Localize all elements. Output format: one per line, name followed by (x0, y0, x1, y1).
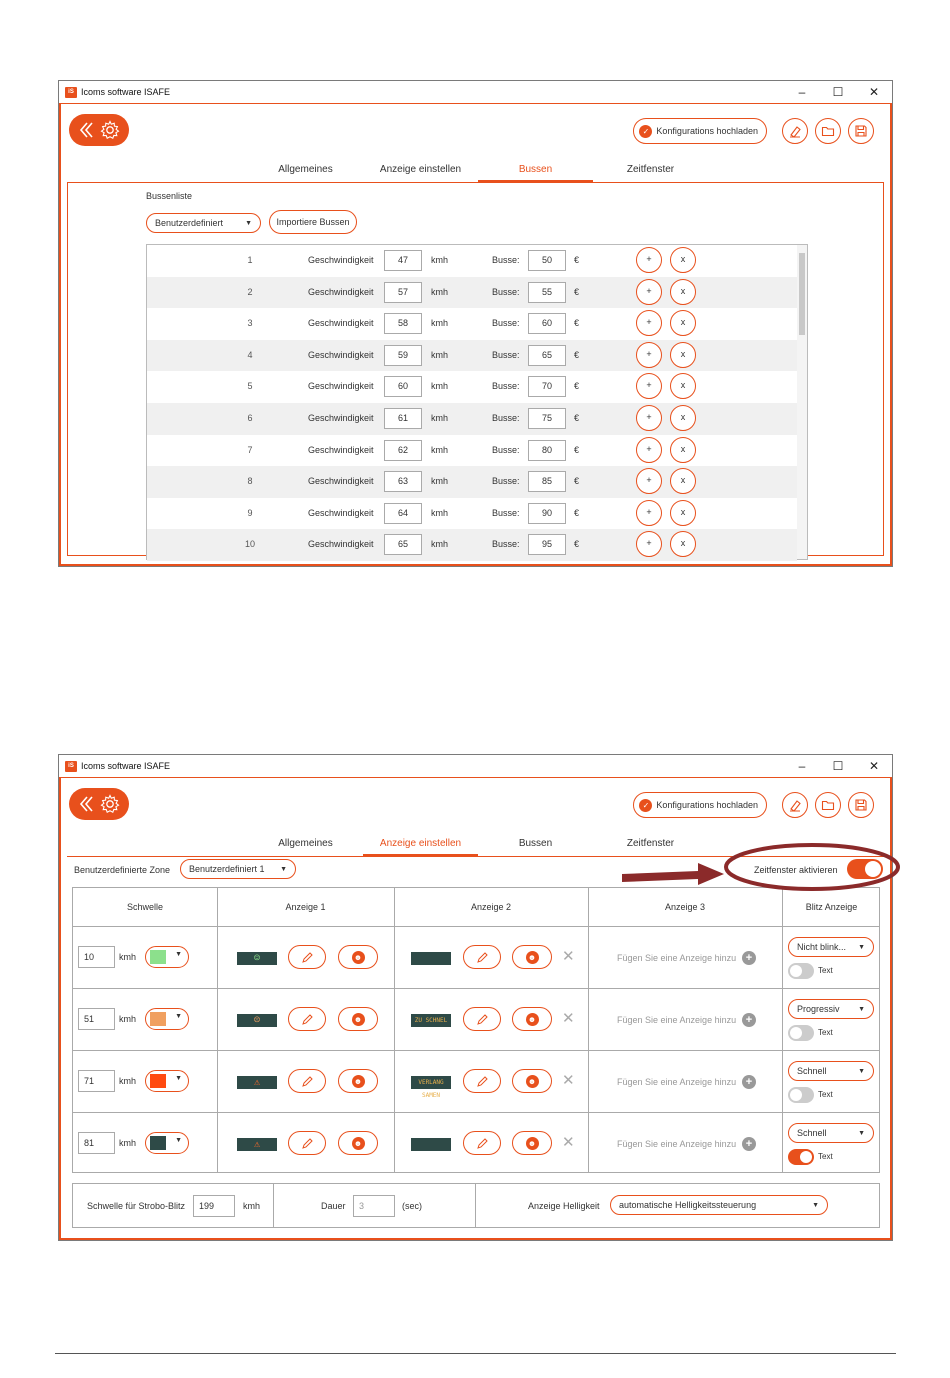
speed-input[interactable]: 57 (384, 282, 422, 303)
row-number: 1 (247, 255, 253, 265)
flash-mode-value: Progressiv (797, 1004, 840, 1014)
edit-display-2-button[interactable] (463, 1069, 501, 1093)
back-chevron-icon (78, 795, 94, 813)
tab-anzeige-einstellen[interactable]: Anzeige einstellen (379, 164, 462, 175)
chevron-down-icon: ▼ (812, 1201, 819, 1209)
add-row-button[interactable]: + (636, 500, 662, 526)
currency-label: € (574, 413, 580, 423)
speed-label: Geschwindigkeit (308, 349, 374, 360)
speed-unit: kmh (431, 539, 449, 550)
bussen-preset-value: Benutzerdefiniert (155, 218, 224, 228)
chevron-down-icon: ▼ (175, 1013, 182, 1020)
fine-label: Busse: (492, 507, 520, 518)
remove-display-icon[interactable]: ✕ (562, 1072, 575, 1089)
display-1-preview: ⚠ (237, 1138, 277, 1151)
brightness-dropdown[interactable] (610, 1195, 828, 1215)
remove-row-button[interactable]: x (670, 279, 696, 305)
smiley-icon: ☻ (526, 1013, 539, 1026)
window-title: Icoms software ISAFE (81, 761, 171, 771)
toggle-knob (800, 1151, 812, 1163)
speed-unit: kmh (431, 444, 449, 455)
window-title: Icoms software ISAFE (81, 87, 171, 97)
bussen-list[interactable] (146, 244, 808, 560)
fine-label: Busse: (492, 349, 520, 360)
upload-config-button[interactable] (633, 118, 767, 144)
annotation-ellipse (726, 845, 898, 889)
header-schwelle: Schwelle (126, 902, 164, 912)
flash-mode-dropdown[interactable] (788, 937, 874, 957)
flash-mode-value: Schnell (797, 1128, 827, 1138)
tab-allgemeines[interactable]: Allgemeines (278, 164, 333, 175)
row-number: 10 (245, 539, 256, 550)
face-display-1-dropdown[interactable] (338, 1131, 378, 1155)
window-bussen (58, 80, 893, 567)
duration-label: Dauer (321, 1201, 346, 1211)
open-folder-button[interactable] (815, 792, 841, 818)
minimize-button[interactable]: – (798, 759, 806, 773)
edit-display-1-button[interactable] (288, 945, 326, 969)
text-toggle[interactable] (788, 1087, 814, 1103)
display-2-preview (411, 1138, 451, 1151)
currency-label: € (574, 349, 580, 360)
threshold-input[interactable]: 71 (78, 1070, 115, 1092)
remove-row-button[interactable]: x (670, 468, 696, 494)
scrollbar-thumb[interactable] (799, 253, 805, 335)
row-number: 7 (247, 444, 253, 455)
speed-label: Geschwindigkeit (308, 413, 374, 423)
face-display-1-dropdown[interactable] (338, 1069, 378, 1093)
fine-label: Busse: (492, 476, 520, 487)
speed-unit: kmh (431, 476, 449, 487)
color-swatch (150, 1074, 166, 1088)
speed-unit: kmh (431, 255, 449, 265)
header-anzeige-2: Anzeige 2 (470, 902, 512, 912)
fine-input[interactable]: 65 (528, 345, 566, 366)
fine-label: Busse: (492, 381, 520, 392)
face-display-2-dropdown[interactable] (512, 945, 552, 969)
flash-mode-dropdown[interactable] (788, 1061, 874, 1081)
flash-mode-value: Schnell (797, 1066, 827, 1076)
pencil-icon (476, 1137, 489, 1150)
smiley-icon: ☻ (352, 951, 365, 964)
upload-config-label: Konfigurations hochladen (656, 800, 758, 810)
chevron-down-icon: ▼ (280, 865, 287, 873)
smiley-icon: ☻ (352, 1137, 365, 1150)
annotation-highlight (620, 838, 905, 896)
fine-label: Busse: (492, 286, 520, 297)
speed-unit: kmh (431, 318, 449, 329)
add-row-button[interactable]: + (636, 531, 662, 557)
face-display-2-dropdown[interactable] (512, 1007, 552, 1031)
chevron-down-icon: ▼ (175, 951, 182, 958)
header-blitz-anzeige: Blitz Anzeige (805, 902, 858, 912)
fine-label: Busse: (492, 539, 520, 550)
smiley-icon: ☻ (526, 951, 539, 964)
remove-row-button[interactable]: x (670, 437, 696, 463)
add-display-icon[interactable]: + (742, 1013, 756, 1027)
table-row (73, 926, 879, 988)
fine-label: Busse: (492, 444, 520, 455)
speed-input[interactable]: 60 (384, 376, 422, 397)
table-row (147, 308, 797, 340)
display-1-preview: ☺ (237, 952, 277, 965)
display-1-preview: ☹ (237, 1014, 277, 1027)
pencil-icon (301, 1013, 314, 1026)
edit-display-2-button[interactable] (463, 1131, 501, 1155)
fine-label: Busse: (492, 413, 520, 423)
smiley-icon: ☻ (352, 1075, 365, 1088)
upload-config-label: Konfigurations hochladen (656, 126, 758, 136)
tab-zeitfenster[interactable]: Zeitfenster (626, 838, 675, 849)
edit-display-1-button[interactable] (288, 1069, 326, 1093)
face-display-2-dropdown[interactable] (512, 1069, 552, 1093)
speed-input[interactable]: 59 (384, 345, 422, 366)
app-logo: iS (65, 761, 77, 772)
speed-label: Geschwindigkeit (308, 539, 374, 550)
edit-display-2-button[interactable] (463, 1007, 501, 1031)
header-anzeige-3: Anzeige 3 (664, 902, 706, 912)
display-1-preview: ⚠ (237, 1076, 277, 1089)
face-display-1-dropdown[interactable] (338, 945, 378, 969)
speed-unit: kmh (431, 349, 449, 360)
speed-unit: kmh (431, 381, 449, 392)
fine-input[interactable]: 95 (528, 534, 566, 555)
upload-config-button[interactable] (633, 792, 767, 818)
remove-row-button[interactable]: x (670, 342, 696, 368)
row-number: 4 (247, 349, 253, 360)
brightness-value: automatische Helligkeitssteuerung (619, 1200, 757, 1210)
tab-zeitfenster[interactable]: Zeitfenster (626, 164, 675, 175)
text-toggle-label: Text (818, 966, 833, 975)
color-swatch (150, 1136, 166, 1150)
speed-label: Geschwindigkeit (308, 507, 374, 518)
speed-label: Geschwindigkeit (308, 286, 374, 297)
smiley-icon: ☻ (526, 1075, 539, 1088)
currency-label: € (574, 507, 580, 518)
fine-input[interactable]: 70 (528, 376, 566, 397)
add-display-label: Fügen Sie eine Anzeige hinzu (617, 1077, 737, 1087)
header-anzeige-1: Anzeige 1 (285, 902, 326, 912)
speed-input[interactable]: 63 (384, 471, 422, 492)
add-row-button[interactable]: + (636, 405, 662, 431)
tab-bussen[interactable]: Bussen (518, 838, 553, 849)
remove-display-icon[interactable]: ✕ (562, 1010, 575, 1027)
anzeige-panel (67, 856, 884, 1230)
pencil-icon (301, 1075, 314, 1088)
add-display-icon[interactable]: + (742, 1075, 756, 1089)
fine-input[interactable]: 60 (528, 313, 566, 334)
text-toggle[interactable] (788, 1149, 814, 1165)
edit-display-1-button[interactable] (288, 1007, 326, 1031)
table-row (147, 277, 797, 309)
duration-unit: (sec) (402, 1201, 422, 1211)
speed-unit: kmh (431, 507, 449, 518)
table-row (147, 371, 797, 403)
tab-allgemeines[interactable]: Allgemeines (278, 838, 333, 849)
table-row (147, 466, 797, 498)
currency-label: € (574, 381, 580, 392)
import-bussen-button[interactable]: Importiere Bussen (269, 210, 357, 234)
currency-label: € (574, 255, 580, 265)
pencil-icon (301, 951, 314, 964)
close-button[interactable]: ✕ (868, 85, 880, 99)
color-swatch (150, 1012, 166, 1026)
add-row-button[interactable]: + (636, 468, 662, 494)
window-anzeige (58, 754, 893, 1241)
row-number: 3 (247, 318, 253, 329)
toggle-knob (790, 1027, 802, 1039)
strobe-settings-bar (72, 1183, 880, 1228)
save-icon (854, 798, 868, 812)
speed-input[interactable]: 47 (384, 250, 422, 271)
chevron-down-icon: ▼ (175, 1137, 182, 1144)
flash-mode-dropdown[interactable] (788, 1123, 874, 1143)
chevron-down-icon: ▼ (858, 1005, 865, 1013)
smiley-icon: ☻ (352, 1013, 365, 1026)
face-display-1-dropdown[interactable] (338, 1007, 378, 1031)
strobe-unit: kmh (243, 1201, 261, 1211)
table-row (147, 340, 797, 372)
zone-dropdown[interactable] (180, 859, 296, 879)
add-row-button[interactable]: + (636, 310, 662, 336)
chevron-down-icon: ▼ (858, 1129, 865, 1137)
zone-value: Benutzerdefiniert 1 (189, 864, 265, 874)
page-divider-line (55, 1353, 896, 1354)
row-number: 8 (247, 476, 253, 487)
tab-bussen[interactable]: Bussen (478, 160, 593, 182)
bussen-preset-dropdown[interactable] (146, 213, 261, 233)
table-row (73, 1112, 879, 1174)
table-row (147, 435, 797, 467)
remove-row-button[interactable]: x (670, 531, 696, 557)
speed-input[interactable]: 58 (384, 313, 422, 334)
eraser-button[interactable] (782, 118, 808, 144)
back-chevron-icon (78, 121, 94, 139)
chevron-down-icon: ▼ (858, 1067, 865, 1075)
chevron-down-icon: ▼ (858, 943, 865, 951)
add-row-button[interactable]: + (636, 437, 662, 463)
tab-anzeige-einstellen[interactable]: Anzeige einstellen (363, 834, 478, 856)
chevron-down-icon: ▼ (245, 219, 252, 227)
add-display-label: Fügen Sie eine Anzeige hinzu (617, 1139, 737, 1149)
face-display-2-dropdown[interactable] (512, 1131, 552, 1155)
flash-mode-dropdown[interactable] (788, 999, 874, 1019)
add-display-icon[interactable]: + (742, 951, 756, 965)
threshold-input[interactable]: 10 (78, 946, 115, 968)
display-2-preview: ZU SCHNEL (411, 1014, 451, 1027)
row-number: 6 (247, 413, 253, 423)
table-row (147, 498, 797, 530)
speed-input[interactable]: 65 (384, 534, 422, 555)
threshold-unit: kmh (119, 1138, 137, 1148)
annotation-arrow-icon (622, 863, 724, 885)
open-folder-button[interactable] (815, 118, 841, 144)
remove-row-button[interactable]: x (670, 405, 696, 431)
timewindow-label: Zeitfenster aktivieren (754, 865, 838, 875)
color-swatch (150, 950, 166, 964)
remove-row-button[interactable]: x (670, 247, 696, 273)
color-dropdown[interactable] (145, 1132, 189, 1154)
eraser-icon (788, 124, 802, 138)
fine-input[interactable]: 55 (528, 282, 566, 303)
strobe-threshold-input[interactable]: 199 (193, 1195, 235, 1217)
eraser-icon (788, 798, 802, 812)
threshold-grid (72, 887, 880, 1173)
duration-input[interactable]: 3 (353, 1195, 395, 1217)
speed-label: Geschwindigkeit (308, 476, 374, 487)
speed-label: Geschwindigkeit (308, 381, 374, 392)
check-icon: ✓ (639, 125, 652, 138)
app-logo: iS (65, 87, 77, 98)
color-dropdown[interactable] (145, 1070, 189, 1092)
title-bar (59, 81, 892, 103)
pencil-icon (476, 951, 489, 964)
fine-input[interactable]: 90 (528, 503, 566, 524)
currency-label: € (574, 539, 580, 550)
remove-row-button[interactable]: x (670, 500, 696, 526)
back-settings-button[interactable] (69, 788, 129, 820)
close-button[interactable]: ✕ (868, 759, 880, 773)
back-settings-button[interactable] (69, 114, 129, 146)
maximize-button[interactable]: ☐ (832, 85, 844, 99)
maximize-button[interactable]: ☐ (832, 759, 844, 773)
divider (273, 1184, 274, 1227)
add-display-label: Fügen Sie eine Anzeige hinzu (617, 1015, 737, 1025)
edit-display-1-button[interactable] (288, 1131, 326, 1155)
table-row (147, 245, 797, 277)
table-row (147, 403, 797, 435)
title-bar (59, 755, 892, 777)
currency-label: € (574, 318, 580, 329)
minimize-button[interactable]: – (798, 85, 806, 99)
color-dropdown[interactable] (145, 946, 189, 968)
color-dropdown[interactable] (145, 1008, 189, 1030)
speed-label: Geschwindigkeit (308, 255, 374, 265)
remove-display-icon[interactable]: ✕ (562, 1134, 575, 1151)
divider (475, 1184, 476, 1227)
table-row (73, 988, 879, 1050)
remove-row-button[interactable]: x (670, 373, 696, 399)
table-row (73, 1050, 879, 1112)
pencil-icon (476, 1075, 489, 1088)
toggle-knob (790, 965, 802, 977)
speed-input[interactable]: 61 (384, 408, 422, 429)
display-2-preview: VERLANG SAMEN (411, 1076, 451, 1089)
eraser-button[interactable] (782, 792, 808, 818)
smiley-icon: ☻ (526, 1137, 539, 1150)
fine-input[interactable]: 85 (528, 471, 566, 492)
edit-display-2-button[interactable] (463, 945, 501, 969)
fine-label: Busse: (492, 318, 520, 329)
gear-icon (100, 120, 120, 140)
speed-input[interactable]: 62 (384, 440, 422, 461)
speed-label: Geschwindigkeit (308, 444, 374, 455)
text-toggle-label: Text (818, 1090, 833, 1099)
threshold-unit: kmh (119, 1076, 137, 1086)
bussenliste-title: Bussenliste (146, 191, 193, 201)
chevron-down-icon: ▼ (175, 1075, 182, 1082)
save-button[interactable] (848, 118, 874, 144)
pencil-icon (301, 1137, 314, 1150)
save-icon (854, 124, 868, 138)
add-row-button[interactable]: + (636, 373, 662, 399)
add-row-button[interactable]: + (636, 342, 662, 368)
remove-row-button[interactable]: x (670, 310, 696, 336)
fine-input[interactable]: 50 (528, 250, 566, 271)
pencil-icon (476, 1013, 489, 1026)
add-display-label: Fügen Sie eine Anzeige hinzu (617, 953, 737, 963)
check-icon: ✓ (639, 799, 652, 812)
zone-label: Benutzerdefinierte Zone (74, 865, 171, 875)
threshold-unit: kmh (119, 952, 137, 962)
threshold-unit: kmh (119, 1014, 137, 1024)
gear-icon (100, 794, 120, 814)
text-toggle-label: Text (818, 1152, 833, 1161)
text-toggle-label: Text (818, 1028, 833, 1037)
text-toggle[interactable] (788, 1025, 814, 1041)
list-scrollbar[interactable] (797, 245, 807, 559)
currency-label: € (574, 476, 580, 487)
add-row-button[interactable]: + (636, 247, 662, 273)
brightness-label: Anzeige Helligkeit (528, 1201, 600, 1211)
text-toggle[interactable] (788, 963, 814, 979)
fine-label: Busse: (492, 255, 520, 265)
speed-label: Geschwindigkeit (308, 318, 374, 329)
folder-icon (821, 798, 835, 812)
strobe-label: Schwelle für Strobo-Blitz (87, 1201, 186, 1211)
flash-mode-value: Nicht blink... (797, 942, 847, 952)
remove-display-icon[interactable]: ✕ (562, 948, 575, 965)
row-number: 9 (247, 507, 253, 518)
save-button[interactable] (848, 792, 874, 818)
threshold-input[interactable]: 51 (78, 1008, 115, 1030)
speed-input[interactable]: 64 (384, 503, 422, 524)
speed-unit: kmh (431, 286, 449, 297)
row-number: 2 (247, 286, 253, 297)
speed-unit: kmh (431, 413, 449, 423)
toggle-knob (790, 1089, 802, 1101)
add-display-icon[interactable]: + (742, 1137, 756, 1151)
table-row (147, 529, 797, 561)
fine-input[interactable]: 80 (528, 440, 566, 461)
display-2-preview (411, 952, 451, 965)
currency-label: € (574, 444, 580, 455)
add-row-button[interactable]: + (636, 279, 662, 305)
folder-icon (821, 124, 835, 138)
fine-input[interactable]: 75 (528, 408, 566, 429)
currency-label: € (574, 286, 580, 297)
threshold-input[interactable]: 81 (78, 1132, 115, 1154)
row-number: 5 (247, 381, 253, 392)
bussen-panel (67, 182, 884, 556)
